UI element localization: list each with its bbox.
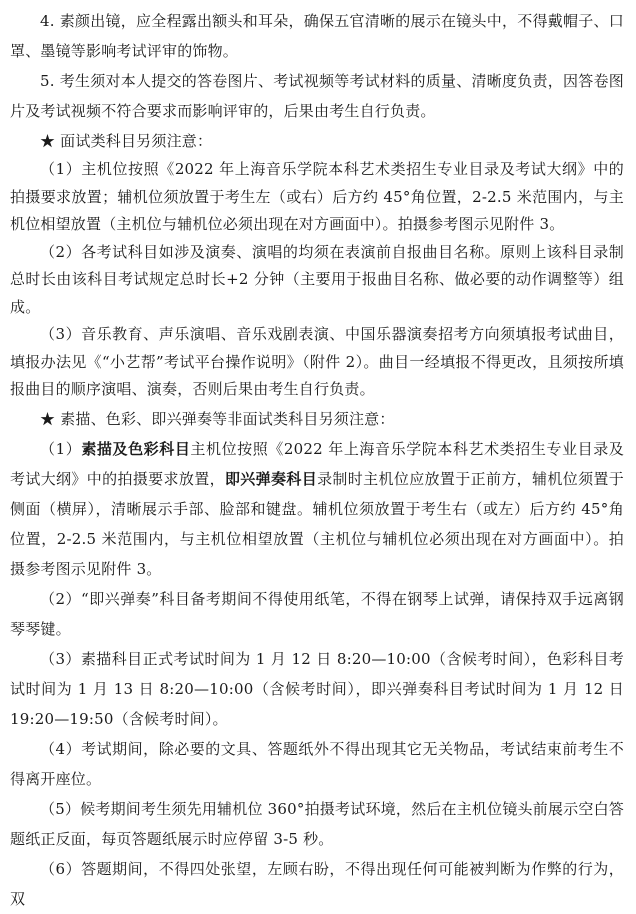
interview-item-3-paragraph: （3）音乐教育、声乐演唱、音乐戏剧表演、中国乐器演奏招考方向须填报考试曲目，填报办法见《“小艺帮”考试平台操作说明》（附件 2）。曲目一经填报不得更改，且须按所填报曲目的顺序演唱、演奏，否则后果由考生自行负责。: [10, 325, 624, 398]
bold-subject-improvisation: 即兴弹奏科目: [224, 469, 318, 488]
section-heading-interview: ★ 面试类科目另须注意：: [40, 132, 213, 150]
non-interview-item-2-paragraph: （2）“即兴弹奏”科目备考期间不得使用纸笔，不得在钢琴上试弹，请保持双手远离钢琴琴键。: [10, 589, 624, 638]
interview-item-1-paragraph: （1）主机位按照《2022 年上海音乐学院本科艺术类招生专业目录及考试大纲》中的拍摄要求放置；辅机位须放置于考生左（或右）后方约 45°角位置，2-2.5 米范围内，与主机位相望放置（主机位与辅机位必须出现在对方画面中）。拍摄参考图示见附件 3。: [10, 160, 624, 233]
section-heading-non-interview: ★ 素描、色彩、即兴弹奏等非面试类科目另须注意：: [40, 409, 395, 428]
interview-item-2-paragraph: （2）各考试科目如涉及演奏、演唱的均须在表演前自报曲目名称。原则上该科目录制总时长由该科目考试规定总时长+2 分钟（主要用于报曲目名称、做必要的动作调整等）组成。: [10, 242, 624, 316]
paragraph-text: 录制时主机位应放置于正前方，辅机位须置于侧面（横屏），清晰展示手部、脸部和键盘。辅机位须放置于考生右（或左）后方约 45°角位置，2-2.5 米范围内，与主机位相望放置（主机位与辅机位必须出现在对方画面中）。拍摄参考图示见附件 3。: [10, 469, 624, 578]
non-interview-item-3-paragraph: （3）素描科目正式考试时间为 1 月 12 日 8:20—10:00（含候考时间），色彩科目考试时间为 1 月 13 日 8:20—10:00（含候考时间），即兴弹奏科目考试时间为 1 月 12 日 19:20—19:50（含候考时间）。: [10, 649, 624, 728]
paragraph-text: 主机位按照《2022 年上海音乐学院本科艺术类招生专业目录及考试大纲》中的拍摄要求放置，: [10, 439, 624, 488]
non-interview-item-5-paragraph: （5）候考期间考生须先用辅机位 360°拍摄考试环境，然后在主机位镜头前展示空白答题纸正反面，每页答题纸展示时应停留 3-5 秒。: [10, 799, 624, 848]
item-5-paragraph: 5. 考生须对本人提交的答卷图片、考试视频等考试材料的质量、清晰度负责，因答卷图片及考试视频不符合要求而影响评审的，后果由考生自行负责。: [10, 72, 624, 120]
bold-subject-sketch-color: 素描及色彩科目: [81, 439, 191, 458]
non-interview-item-4-paragraph: （4）考试期间，除必要的文具、答题纸外不得出现其它无关物品，考试结束前考生不得离开座位。: [10, 739, 624, 788]
non-interview-item-6-paragraph: （6）答题期间，不得四处张望，左顾右盼，不得出现任何可能被判断为作弊的行为，双: [10, 859, 624, 908]
item-4-paragraph: 4. 素颜出镜，应全程露出额头和耳朵，确保五官清晰的展示在镜头中，不得戴帽子、口罩、墨镜等影响考试评审的饰物。: [10, 12, 624, 60]
non-interview-item-1-paragraph: [10, 434, 624, 584]
item-number: （1）: [40, 439, 82, 458]
